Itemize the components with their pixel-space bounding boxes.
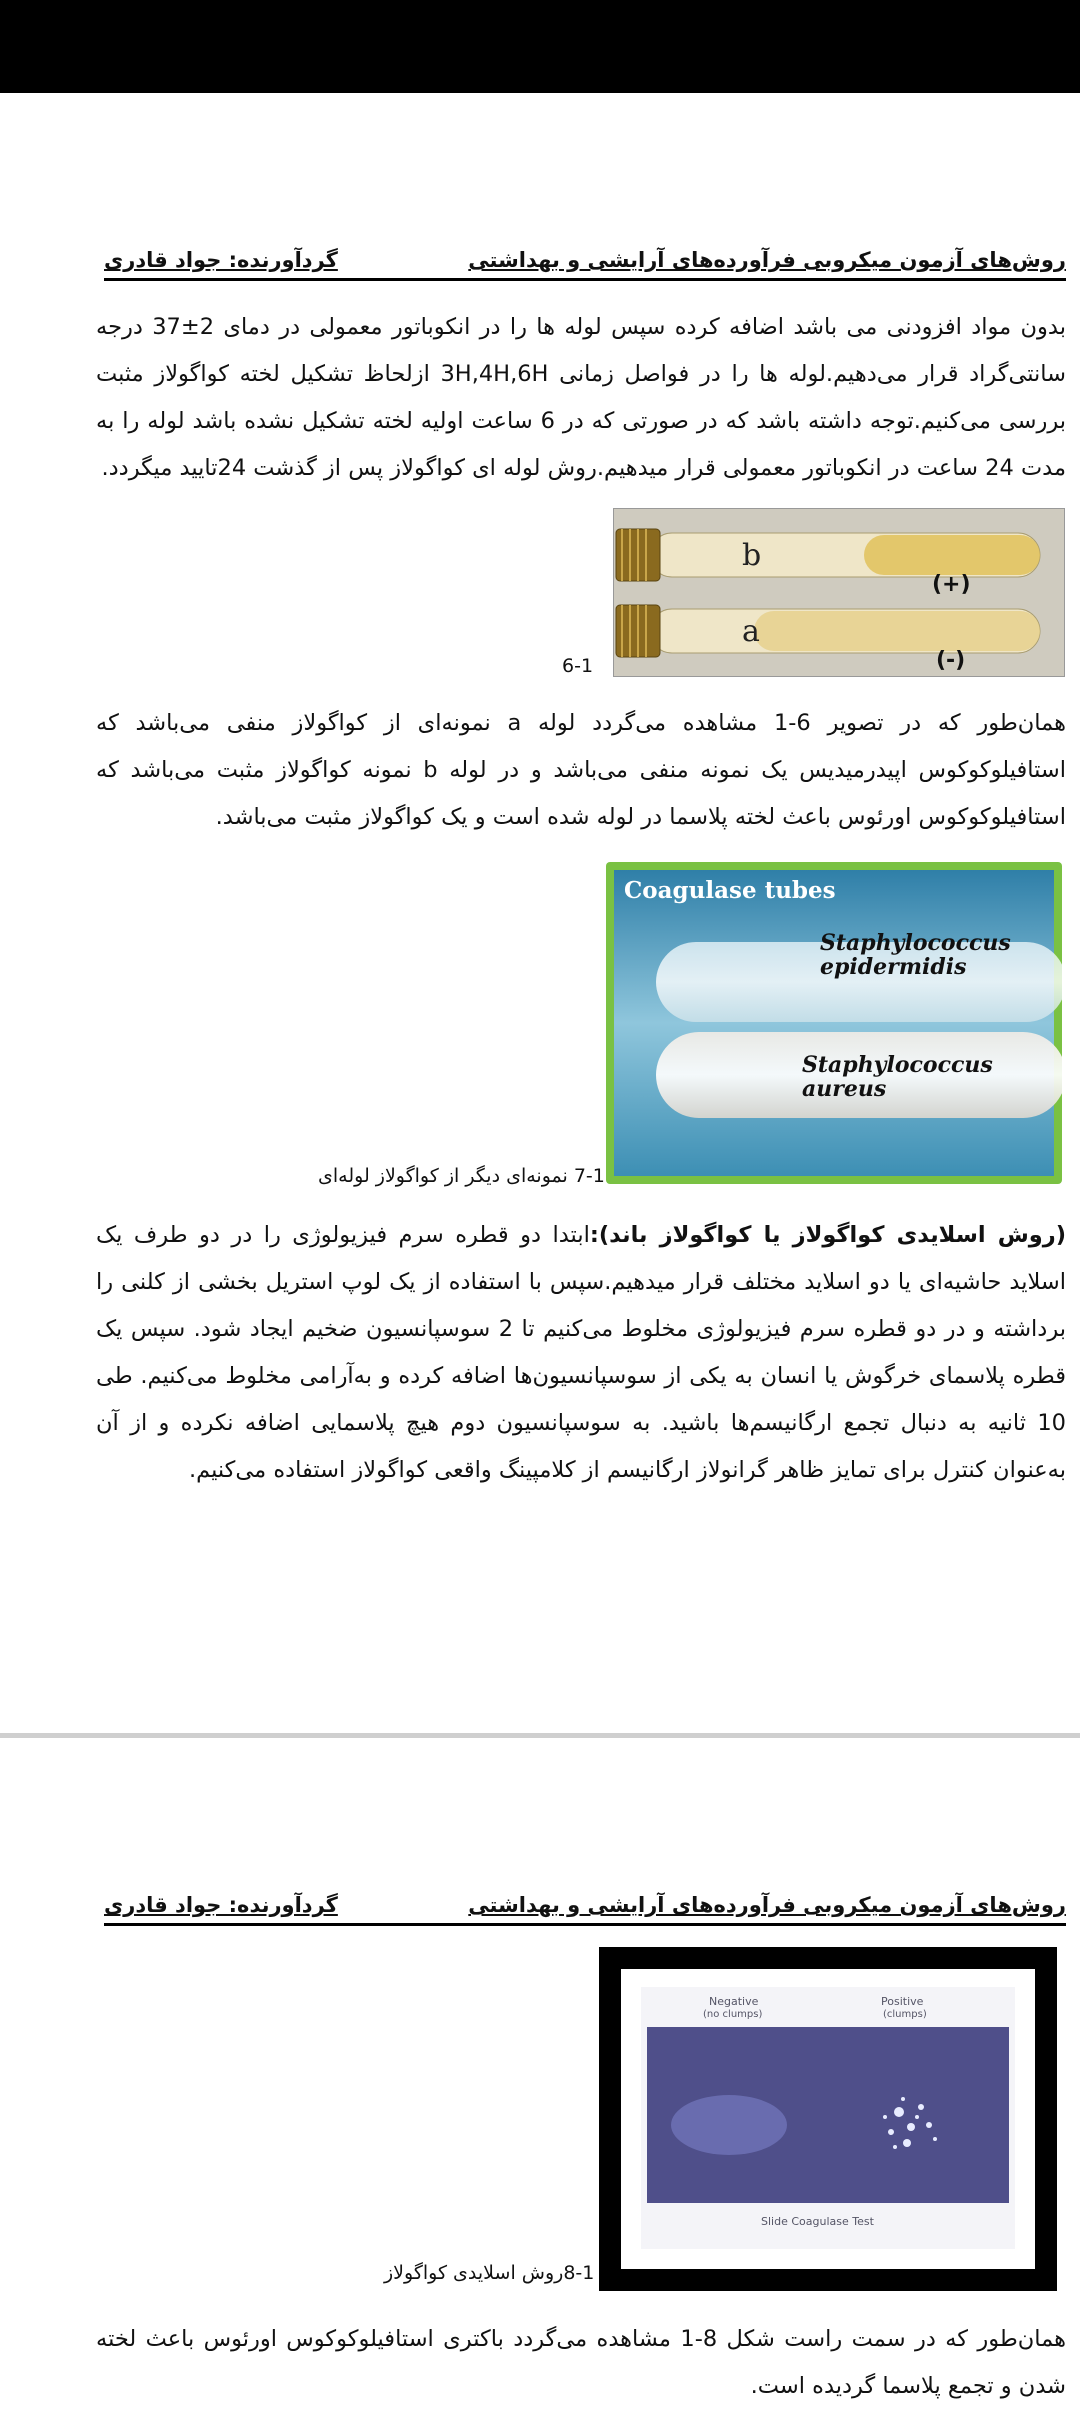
figure-3-caption: 8-1روش اسلایدی کواگولاز (384, 2262, 595, 2284)
status-bar (0, 0, 1080, 93)
slide-test-label: Slide Coagulase Test (761, 2215, 874, 2228)
label-epidermidis-2: epidermidis (820, 954, 967, 980)
page-2-header (104, 1893, 1066, 1926)
positive-sub-label: (clumps) (883, 2009, 927, 2020)
negative-sub-label: (no clumps) (703, 2009, 763, 2020)
slide-coagulase-image (599, 1947, 1057, 2291)
label-aureus-1: Staphylococcus (802, 1052, 993, 1078)
figure-1-caption: 6-1 (562, 655, 594, 677)
figure-2-title: Coagulase tubes (624, 877, 836, 904)
paragraph-3-body: ابتدا دو قطره سرم فیزیولوژی را در دو طرف یک اسلاید حاشیه‌ای یا دو اسلاید مختلف قرار میدهیم.سپس با استفاده از یک لوپ استریل بخشی از کلنی را برداشته و در دو قطره سرم فیزیولوژی مخلوط می‌کنیم تا 2 سوسپانسیون ضخیم ایجاد شود. سپس یک قطره پلاسمای خرگوش یا انسان به یکی از سوسپانسیون‌ها اضافه کرده و به‌آرامی مخلوط می‌کنیم. طی 10 ثانیه به دنبال تجمع ارگانیسم‌ها باشید. به سوسپانسیون دوم هیچ پلاسمایی اضافه نکرده و از آن به‌عنوان کنترل برای تمایز ظاهر گرانولاز ارگانیسم از کلامپینگ واقعی کواگولاز استفاده می‌کنیم. (96, 1222, 1066, 1483)
header-author: گردآورنده: جواد قادری (104, 248, 338, 272)
paragraph-4: همان‌طور که در سمت راست شکل 8-1 مشاهده می‌گردد باکتری استافیلوکوکوس اورئوس باعث لخته شدن و تجمع پلاسما گردیده است. (96, 2326, 1067, 2399)
positive-label: Positive (881, 1995, 924, 2008)
paragraph-2: همان‌طور که در تصویر 6-1 مشاهده می‌گردد لوله a نمونه‌ای از کواگولاز منفی می‌باشد که استافیلوکوکوس اپیدرمیدیس یک نمونه منفی می‌باشد و در لوله b نمونه کواگولاز مثبت می‌باشد که استافیلوکوکوس اورئوس باعث لخته پلاسما در لوله شده است و یک کواگولاز مثبت می‌باشد. (96, 710, 1067, 830)
tube-letter-a: a (742, 614, 760, 649)
label-aureus-2: aureus (802, 1076, 887, 1102)
negative-label: Negative (709, 1995, 759, 2008)
coagulase-tubes-image (606, 862, 1062, 1184)
label-epidermidis-1: Staphylococcus (820, 930, 1011, 956)
figure-2-caption: 7-1 نمونه‌ای دیگر از کواگولاز لوله‌ای (318, 1165, 605, 1187)
tubes-image (613, 508, 1065, 677)
page-divider (0, 1733, 1080, 1738)
paragraph-1: بدون مواد افزودنی می باشد اضافه کرده سپس لوله ها را در انکوباتور معمولی در دمای 2±37 درجه سانتی‌گراد قرار می‌دهیم.لوله ها را در فواصل زمانی 3H,4H,6H ازلحاظ تشکیل لخته کواگولاز مثبت بررسی می‌کنیم.توجه داشته باشد که در صورتی که در 6 ساعت اولیه لخته تشکیل نشده باشد لوله را به مدت 24 ساعت در انکوباتور معمولی قرار میدهیم.روش لوله ای کواگولاز پس از گذشت 24تایید میگردد. (96, 314, 1066, 481)
header-author-2: گردآورنده: جواد قادری (104, 1893, 338, 1917)
page-header (104, 248, 1066, 281)
label-positive: (+) (932, 572, 971, 597)
paragraph-3 (96, 1212, 1066, 1494)
label-negative: (-) (936, 648, 966, 673)
tube-letter-b: b (742, 538, 762, 573)
header-title: روش‌های آزمون میکروبی فرآورده‌های آرایشی و بهداشتی (468, 248, 1066, 272)
header-title-2: روش‌های آزمون میکروبی فرآورده‌های آرایشی و بهداشتی (468, 1893, 1066, 1917)
paragraph-3-heading: (روش اسلایدی کواگولاز یا کواگولاز باند): (589, 1222, 1066, 1248)
